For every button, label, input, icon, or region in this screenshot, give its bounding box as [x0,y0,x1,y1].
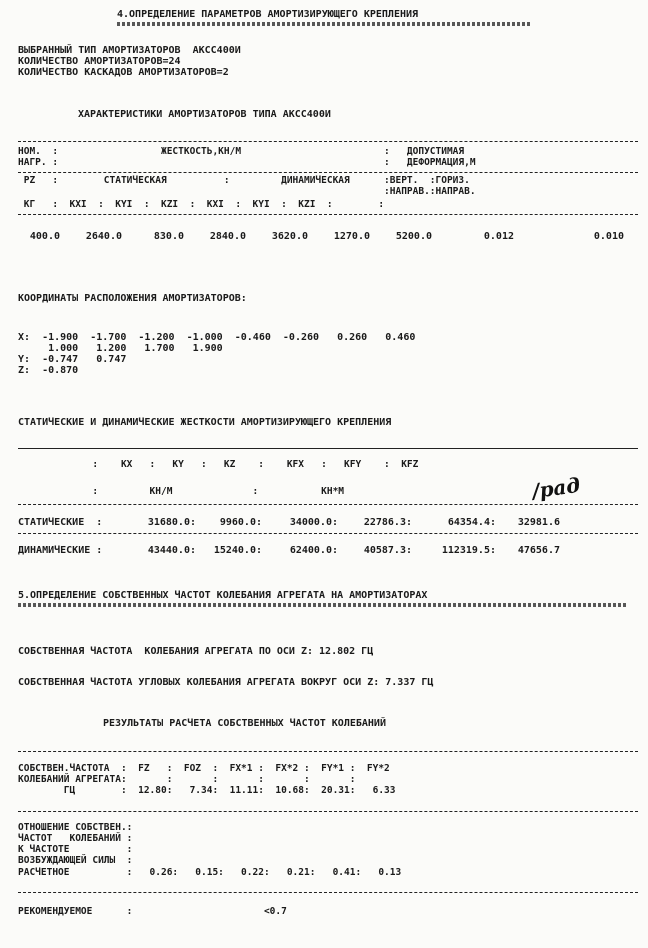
table-cell: 830.0 [153,231,184,242]
table-cell: 2840.0 [209,231,246,242]
table-divider [18,214,638,215]
static-row-label: СТАТИЧЕСКИЕ : [18,517,103,528]
table-cell: 15240.0: [213,545,262,556]
table-divider [18,504,638,505]
table-cell: 62400.0: [289,545,338,556]
table-cell: 31680.0: [147,517,196,528]
table-divider [18,751,638,752]
table-cell: 47656.7 [517,545,560,556]
table-cell: 112319.5: [441,545,496,556]
results-header-2: КОЛЕБАНИЙ АГРЕГАТА: : : : : : [18,774,356,785]
table-cell: 0.010 [593,231,624,242]
table-divider [18,892,638,893]
table-cell: 9960.0: [219,517,262,528]
freq-z-line: СОБСТВЕННАЯ ЧАСТОТА КОЛЕБАНИЯ АГРЕГАТА ПО ОСИ Z: 12.802 ГЦ [18,646,374,657]
ratio-label-1: ОТНОШЕНИЕ СОБСТВЕН.: [18,822,133,833]
table-cell: 43440.0: [147,545,196,556]
stiffness-table-title: СТАТИЧЕСКИЕ И ДИНАМИЧЕСКИЕ ЖЕСТКОСТИ АМОРТИЗИРУЮЩЕГО КРЕПЛЕНИЯ [18,417,392,428]
handwritten-unit-note: /рад [530,472,582,504]
section-4-title: 4.ОПРЕДЕЛЕНИЕ ПАРАМЕТРОВ АМОРТИЗИРУЮЩЕГО КРЕПЛЕНИЯ [117,9,419,20]
ratio-label-3: К ЧАСТОТЕ : [18,844,133,855]
coords-title: КООРДИНАТЫ РАСПОЛОЖЕНИЯ АМОРТИЗАТОРОВ: [18,293,247,304]
ratio-calculated-row: РАСЧЕТНОЕ : 0.26: 0.15: 0.22: 0.21: 0.41: 0.13 [18,867,402,878]
title-underline [117,22,531,26]
ratio-label-4: ВОЗБУЖДАЮЩЕЙ СИЛЫ : [18,855,133,866]
stiffness-header-1: : KX : KY : KZ : KFX : KFY : KFZ [18,459,419,470]
absorber-count-line: КОЛИЧЕСТВО АМОРТИЗАТОРОВ=24 [18,56,181,67]
table-cell: 64354.4: [447,517,496,528]
char-table-header-4: КГ : KXI : KYI : KZI : KXI : KYI : KZI : : [18,199,385,210]
results-frequency-row: ГЦ : 12.80: 7.34: 11.11: 10.68: 20.31: 6.33 [18,785,396,796]
table-cell: 34000.0: [289,517,338,528]
table-cell: 5200.0 [395,231,432,242]
dynamic-stiffness-row [118,545,560,556]
static-stiffness-row [118,517,560,528]
ratio-recommended-row: РЕКОМЕНДУЕМОЕ : <0.7 [18,906,287,917]
table-divider [18,141,638,142]
coords-y-line: Y: -0.747 0.747 [18,354,127,365]
coords-z-line: Z: -0.870 [18,365,79,376]
results-title: РЕЗУЛЬТАТЫ РАСЧЕТА СОБСТВЕННЫХ ЧАСТОТ КОЛЕБАНИЙ [103,718,386,729]
table-divider [18,448,638,449]
section-5-title: 5.ОПРЕДЕЛЕНИЕ СОБСТВЕННЫХ ЧАСТОТ КОЛЕБАНИЯ АГРЕГАТА НА АМОРТИЗАТОРАХ [18,590,428,601]
char-table-header-3: PZ : СТАТИЧЕСКАЯ : ДИНАМИЧЕСКАЯ :ВЕРТ. :ГОРИЗ. [18,175,470,186]
table-cell: 1270.0 [333,231,370,242]
coords-x-line-2: 1.000 1.200 1.700 1.900 [18,343,223,354]
table-cell: 22786.3: [363,517,412,528]
coords-x-line-1: X: -1.900 -1.700 -1.200 -1.000 -0.460 -0.260 0.260 0.460 [18,332,416,343]
char-table-title: ХАРАКТЕРИСТИКИ АМОРТИЗАТОРОВ ТИПА АКСС400И [78,109,331,120]
title-underline [18,603,626,607]
ratio-label-2: ЧАСТОТ КОЛЕБАНИЙ : [18,833,133,844]
stiffness-header-2: : КН/М : КН*М [18,486,345,497]
table-cell: 40587.3: [363,545,412,556]
table-cell: 2640.0 [85,231,122,242]
table-cell: 32981.6 [517,517,560,528]
table-cell: 400.0 [29,231,60,242]
char-table-header-1: НОМ. : ЖЕСТКОСТЬ,КН/М : ДОПУСТИМАЯ [18,146,465,157]
freq-rotation-line: СОБСТВЕННАЯ ЧАСТОТА УГЛОВЫХ КОЛЕБАНИЯ АГРЕГАТА ВОКРУГ ОСИ Z: 7.337 ГЦ [18,677,434,688]
cascade-count-line: КОЛИЧЕСТВО КАСКАДОВ АМОРТИЗАТОРОВ=2 [18,67,229,78]
char-table-header-3b: :НАПРАВ.:НАПРАВ. [18,186,476,197]
absorber-type-line: ВЫБРАННЫЙ ТИП АМОРТИЗАТОРОВ АКСС400И [18,45,241,56]
table-cell: 3620.0 [271,231,308,242]
char-table-values-row [18,231,624,242]
table-divider [18,533,638,534]
table-divider [18,172,638,173]
table-divider [18,811,638,812]
table-cell: 0.012 [483,231,514,242]
dynamic-row-label: ДИНАМИЧЕСКИЕ : [18,545,103,556]
results-header-1: СОБСТВЕН.ЧАСТОТА : FZ : FOZ : FX*1 : FX*2 : FY*1 : FY*2 [18,763,390,774]
char-table-header-2: НАГР. : : ДЕФОРМАЦИЯ,М [18,157,476,168]
